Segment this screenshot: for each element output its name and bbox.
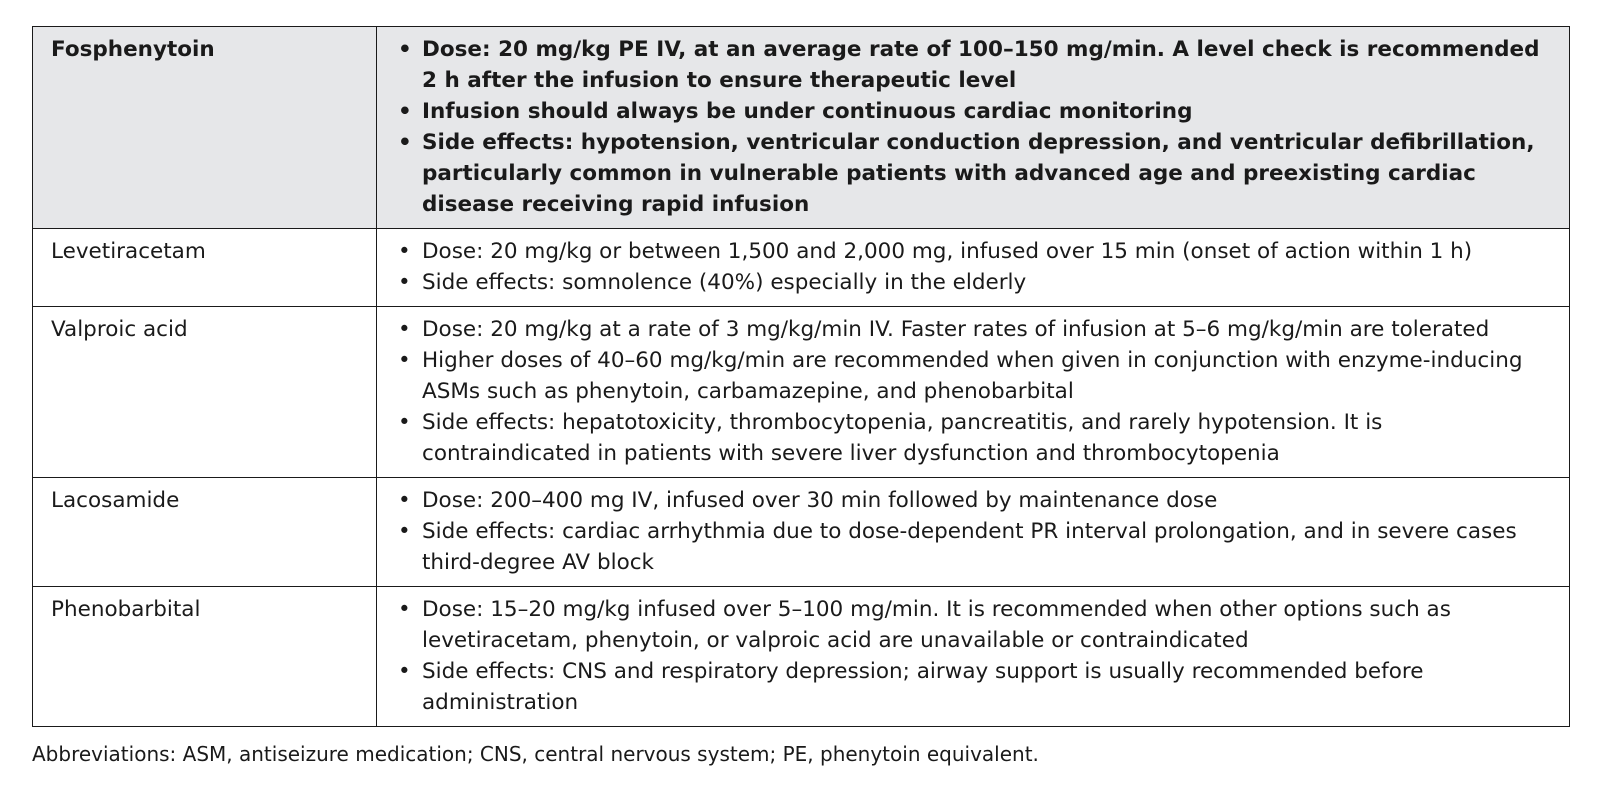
table-row-phenobarbital: [33, 587, 1570, 727]
table-row-lacosamide: [33, 478, 1570, 587]
table-row-levetiracetam: [33, 229, 1570, 307]
list-item: • Dose: 20 mg/kg at a rate of 3 mg/kg/min IV. Faster rates of infusion at 5–6 mg/kg/min are tolerated: [397, 314, 1557, 345]
list-item: • Side effects: somnolence (40%) especially in the elderly: [397, 267, 1557, 298]
bullet-list: [397, 314, 1557, 469]
list-item: • Dose: 20 mg/kg or between 1,500 and 2,000 mg, infused over 15 min (onset of action within 1 h): [397, 236, 1557, 267]
table-row-fosphenytoin: [33, 27, 1570, 229]
list-item: • Side effects: cardiac arrhythmia due to dose-dependent PR interval prolongation, and in severe cases third-degree AV block: [397, 516, 1557, 578]
list-item: • Dose: 15–20 mg/kg infused over 5–100 mg/min. It is recommended when other options such as levetiracetam, phenytoin, or valproic acid are unavailable or contraindicated: [397, 594, 1557, 656]
abbreviations-footnote: Abbreviations: ASM, antiseizure medication; CNS, central nervous system; PE, phenytoin equivalent.: [32, 742, 1039, 766]
table-row-valproic-acid: [33, 307, 1570, 478]
drug-name-cell: Valproic acid: [33, 307, 377, 478]
list-item: • Side effects: hypotension, ventricular conduction depression, and ventricular defibrillation, particularly common in vulnerable patients with advanced age and preexisting cardiac disease receiving rapid infusion: [397, 127, 1557, 220]
bullet-list: [397, 236, 1557, 298]
drug-details-cell: [377, 587, 1570, 727]
list-item: • Infusion should always be under continuous cardiac monitoring: [397, 96, 1557, 127]
list-item: • Higher doses of 40–60 mg/kg/min are recommended when given in conjunction with enzyme-inducing ASMs such as phenytoin, carbamazepine, and phenobarbital: [397, 345, 1557, 407]
drug-details-cell: [377, 229, 1570, 307]
bullet-list: [397, 594, 1557, 718]
list-item: • Dose: 200–400 mg IV, infused over 30 min followed by maintenance dose: [397, 485, 1557, 516]
drug-table: [32, 26, 1570, 727]
bullet-list: [397, 485, 1557, 578]
bullet-list: [397, 34, 1557, 220]
drug-name-cell: Phenobarbital: [33, 587, 377, 727]
drug-details-cell: [377, 478, 1570, 587]
list-item: • Side effects: CNS and respiratory depression; airway support is usually recommended before administration: [397, 656, 1557, 718]
drug-name-cell: Levetiracetam: [33, 229, 377, 307]
list-item: • Side effects: hepatotoxicity, thrombocytopenia, pancreatitis, and rarely hypotension. It is contraindicated in patients with severe liver dysfunction and thrombocytopenia: [397, 407, 1557, 469]
drug-name-cell: Fosphenytoin: [33, 27, 377, 229]
drug-details-cell: [377, 307, 1570, 478]
list-item: • Dose: 20 mg/kg PE IV, at an average rate of 100–150 mg/min. A level check is recommended 2 h after the infusion to ensure therapeutic level: [397, 34, 1557, 96]
drug-name-cell: Lacosamide: [33, 478, 377, 587]
drug-details-cell: [377, 27, 1570, 229]
